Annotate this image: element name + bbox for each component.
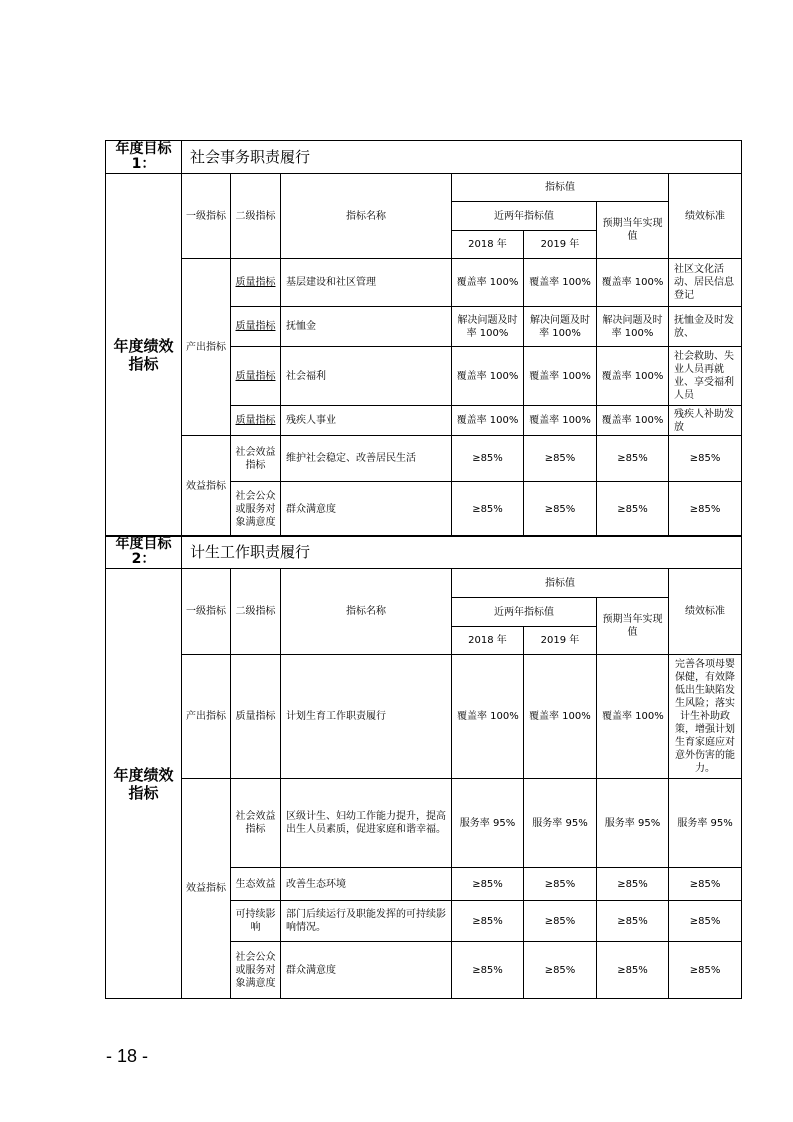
goal-text: 计生工作职责履行 (182, 536, 742, 569)
level2-cell: 生态效益 (231, 868, 281, 901)
col-standard-header: 绩效标准 (669, 569, 742, 655)
col-2018-header: 2018 年 (452, 231, 524, 259)
value-2019: 覆盖率 100% (524, 406, 597, 436)
table-row (106, 259, 742, 307)
level2-cell: 质量指标 (231, 347, 281, 406)
value-expected: 解决问题及时率 100% (597, 307, 669, 347)
indicator-name: 群众满意度 (281, 942, 452, 999)
value-2019: 覆盖率 100% (524, 259, 597, 307)
header-row (106, 569, 742, 598)
col-value-header: 指标值 (452, 569, 669, 598)
value-2019: ≥85% (524, 482, 597, 537)
level2-cell: 可持续影响 (231, 901, 281, 942)
value-expected: ≥85% (597, 868, 669, 901)
value-2018: 覆盖率 100% (452, 406, 524, 436)
standard-cell: 社区文化活动、居民信息登记 (669, 259, 742, 307)
level2-cell: 社会效益指标 (231, 779, 281, 868)
benefit-label: 效益指标 (182, 779, 231, 999)
goal-label: 年度目标 2： (106, 536, 182, 569)
indicator-name: 群众满意度 (281, 482, 452, 537)
table-row (106, 655, 742, 779)
value-2018: 解决问题及时率 100% (452, 307, 524, 347)
value-2019: ≥85% (524, 942, 597, 999)
indicator-name: 抚恤金 (281, 307, 452, 347)
goal-row (106, 141, 742, 174)
value-2018: ≥85% (452, 436, 524, 482)
col-recent-header: 近两年指标值 (452, 598, 597, 627)
col-name-header: 指标名称 (281, 569, 452, 655)
value-2019: ≥85% (524, 868, 597, 901)
standard-cell: ≥85% (669, 436, 742, 482)
level2-cell: 社会公众或服务对象满意度 (231, 482, 281, 537)
standard-cell: 社会救助、失业人员再就业、享受福利人员 (669, 347, 742, 406)
value-expected: ≥85% (597, 942, 669, 999)
indicator-name: 维护社会稳定、改善居民生活 (281, 436, 452, 482)
goal-row (106, 536, 742, 569)
level2-cell: 质量指标 (231, 259, 281, 307)
table-row (106, 779, 742, 868)
value-expected: 覆盖率 100% (597, 655, 669, 779)
goal-label: 年度目标 1： (106, 141, 182, 174)
value-expected: 覆盖率 100% (597, 347, 669, 406)
page-number: - 18 - (106, 1046, 149, 1066)
section-label: 年度绩效指标 (106, 174, 182, 537)
col-level2-header: 二级指标 (231, 569, 281, 655)
value-2019: ≥85% (524, 901, 597, 942)
level2-cell: 质量指标 (231, 307, 281, 347)
indicator-name: 区级计生、妇幼工作能力提升，提高出生人员素质，促进家庭和谐幸福。 (281, 779, 452, 868)
value-2019: ≥85% (524, 436, 597, 482)
col-expected-header: 预期当年实现值 (597, 202, 669, 259)
indicator-name: 基层建设和社区管理 (281, 259, 452, 307)
benefit-label: 效益指标 (182, 436, 231, 537)
col-recent-header: 近两年指标值 (452, 202, 597, 231)
col-level1-header: 一级指标 (182, 174, 231, 259)
table-row (106, 436, 742, 482)
standard-cell: ≥85% (669, 868, 742, 901)
col-level1-header: 一级指标 (182, 569, 231, 655)
indicator-name: 改善生态环境 (281, 868, 452, 901)
value-2018: 服务率 95% (452, 779, 524, 868)
indicator-name: 社会福利 (281, 347, 452, 406)
col-name-header: 指标名称 (281, 174, 452, 259)
col-level2-header: 二级指标 (231, 174, 281, 259)
value-2019: 覆盖率 100% (524, 655, 597, 779)
value-expected: 覆盖率 100% (597, 406, 669, 436)
output-label: 产出指标 (182, 655, 231, 779)
value-2019: 服务率 95% (524, 779, 597, 868)
value-expected: 覆盖率 100% (597, 259, 669, 307)
standard-cell: ≥85% (669, 482, 742, 537)
value-2018: 覆盖率 100% (452, 655, 524, 779)
standard-cell: ≥85% (669, 901, 742, 942)
col-standard-header: 绩效标准 (669, 174, 742, 259)
col-2019-header: 2019 年 (524, 627, 597, 655)
col-value-header: 指标值 (452, 174, 669, 202)
performance-table-1 (105, 140, 742, 537)
col-expected-header: 预期当年实现值 (597, 598, 669, 655)
value-expected: ≥85% (597, 901, 669, 942)
value-2018: 覆盖率 100% (452, 259, 524, 307)
value-2018: ≥85% (452, 868, 524, 901)
value-2018: ≥85% (452, 942, 524, 999)
value-2018: ≥85% (452, 901, 524, 942)
value-expected: 服务率 95% (597, 779, 669, 868)
header-row (106, 174, 742, 202)
standard-cell: 服务率 95% (669, 779, 742, 868)
level2-cell: 社会公众或服务对象满意度 (231, 942, 281, 999)
section-label: 年度绩效指标 (106, 569, 182, 999)
value-2018: ≥85% (452, 482, 524, 537)
col-2018-header: 2018 年 (452, 627, 524, 655)
indicator-name: 部门后续运行及职能发挥的可持续影响情况。 (281, 901, 452, 942)
standard-cell: 残疾人补助发放 (669, 406, 742, 436)
indicator-name: 残疾人事业 (281, 406, 452, 436)
level2-cell: 社会效益指标 (231, 436, 281, 482)
standard-cell: 完善各项母婴保健，有效降低出生缺陷发生风险；落实计生补助政策，增强计划生育家庭应对意外伤害的能力。 (669, 655, 742, 779)
level2-cell: 质量指标 (231, 406, 281, 436)
output-label: 产出指标 (182, 259, 231, 436)
value-2019: 解决问题及时率 100% (524, 307, 597, 347)
standard-cell: ≥85% (669, 942, 742, 999)
level2-cell: 质量指标 (231, 655, 281, 779)
col-2019-header: 2019 年 (524, 231, 597, 259)
value-2018: 覆盖率 100% (452, 347, 524, 406)
goal-text: 社会事务职责履行 (182, 141, 742, 174)
value-2019: 覆盖率 100% (524, 347, 597, 406)
value-expected: ≥85% (597, 436, 669, 482)
value-expected: ≥85% (597, 482, 669, 537)
performance-table-2 (105, 535, 742, 999)
standard-cell: 抚恤金及时发放、 (669, 307, 742, 347)
indicator-name: 计划生育工作职责履行 (281, 655, 452, 779)
